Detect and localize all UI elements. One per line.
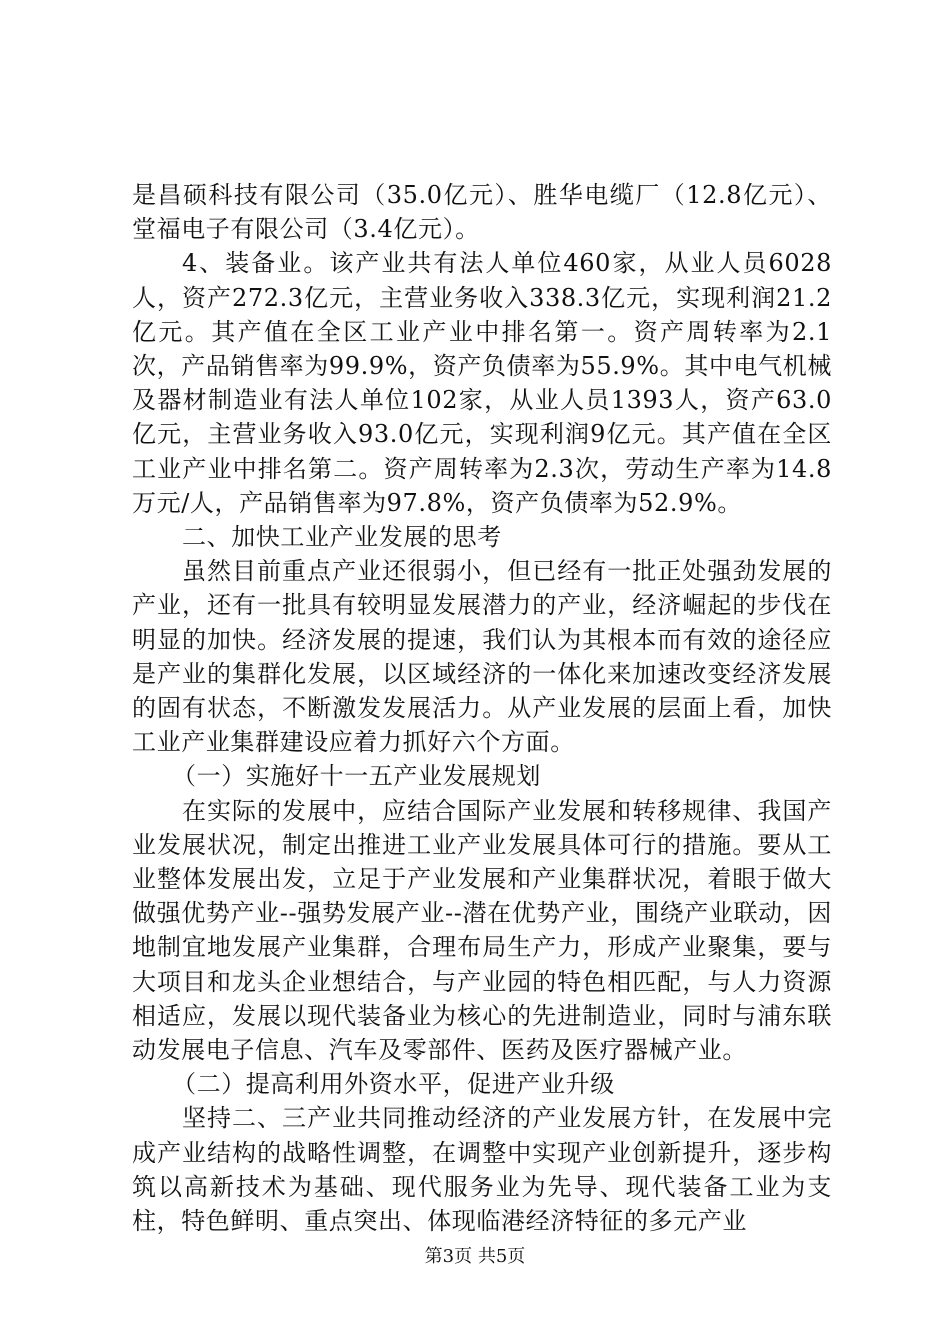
paragraph-equipment-industry: 4、装备业。该产业共有法人单位460家，从业人员6028人，资产272.3亿元，主营业务收入338.3亿元，实现利润21.2亿元。其产值在全区工业产业中排名第一。资产周转率为2.1次，产品销售率为99.9%，资产负债率为55.9%。其中电气机械及器材制造业有法人单位102家，从业人员1393人，资产63.0亿元，主营业务收入93.0亿元，实现利润9亿元。其产值在全区工业产业中排名第二。资产周转率为2.3次，劳动生产率为14.8万元/人，产品销售率为97.8%，资产负债率为52.9%。 [132,249,832,517]
page-number-footer: 第3页 共5页 [424,1246,526,1267]
subheading-2: （二）提高利用外资水平，促进产业升级 [172,1070,615,1099]
paragraph-thoughts: 虽然目前重点产业还很弱小，但已经有一批正处强劲发展的产业，还有一批具有较明显发展潜力的产业，经济崛起的步伐在明显的加快。经济发展的提速，我们认为其根本而有效的途径应是产业的集群化发展，以区域经济的一体化来加速改变经济发展的固有状态，不断激发发展活力。从产业发展的层面上看，加快工业产业集群建设应着力抓好六个方面。 [132,557,832,757]
subheading-1: （一）实施好十一五产业发展规划 [172,762,541,791]
document-body [132,178,832,1238]
section-heading-2: 二、加快工业产业发展的思考 [182,523,502,552]
paragraph-foreign-investment: 坚持二、三产业共同推动经济的产业发展方针，在发展中完成产业结构的战略性调整，在调整中实现产业创新提升，逐步构筑以高新技术为基础、现代服务业为先导、现代装备工业为支柱，特色鲜明、重点突出、体现临港经济特征的多元产业 [132,1104,832,1236]
paragraph-planning: 在实际的发展中，应结合国际产业发展和转移规律、我国产业发展状况，制定出推进工业产业发展具体可行的措施。要从工业整体发展出发，立足于产业发展和产业集群状况，着眼于做大做强优势产业--强势发展产业--潜在优势产业，围绕产业联动，因地制宜地发展产业集群，合理布局生产力，形成产业聚集，要与大项目和龙头企业想结合，与产业园的特色相匹配，与人力资源相适应，发展以现代装备业为核心的先进制造业，同时与浦东联动发展电子信息、汽车及零部件、医药及医疗器械产业。 [132,796,832,1065]
paragraph-continuation: 是昌硕科技有限公司（35.0亿元）、胜华电缆厂（12.8亿元）、堂福电子有限公司（3.4亿元）。 [132,181,832,244]
